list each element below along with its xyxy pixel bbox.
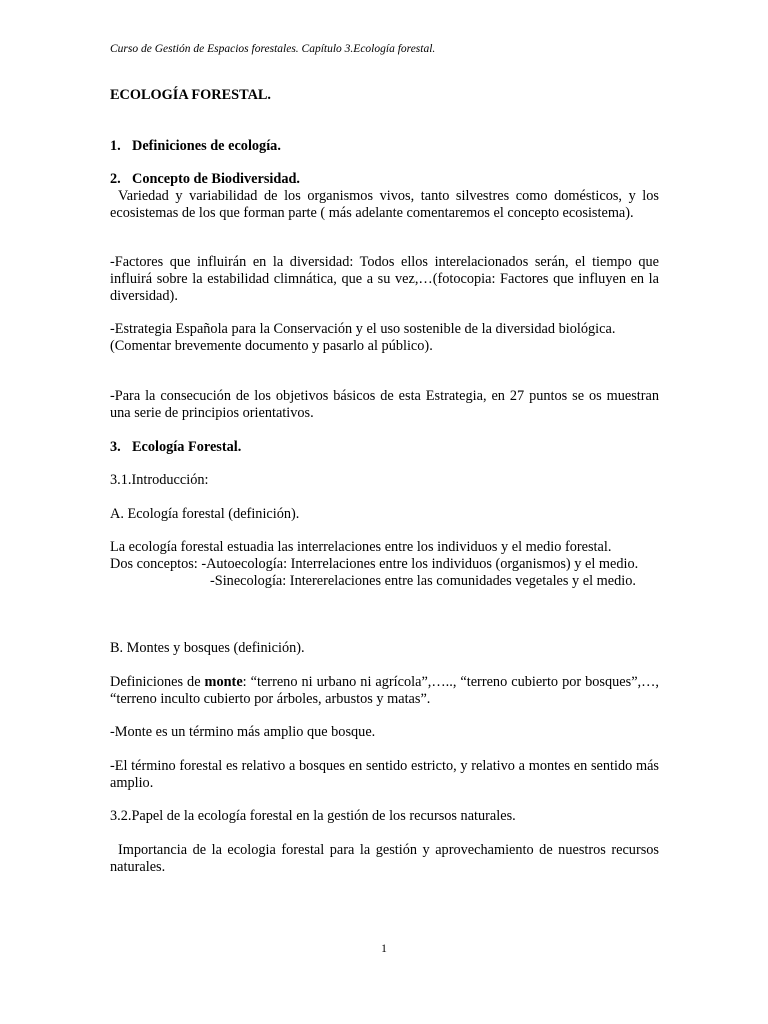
monte-vs-bosque-paragraph: -Monte es un término más amplio que bosque. <box>110 724 376 740</box>
forest-ecology-line: La ecología forestal estuadia las interrelaciones entre los individuos y el medio forestal. <box>110 539 612 555</box>
subsection-a-heading: A. Ecología forestal (definición). <box>110 506 300 522</box>
section-3-number: 3. <box>110 439 121 455</box>
section-3-heading <box>110 439 659 456</box>
strategy-line: -Estrategia Española para la Conservación y el uso sostenible de la diversidad biológica. <box>110 321 616 337</box>
section-3-title: Ecología Forestal. <box>132 439 242 455</box>
diversity-factors-paragraph: -Factores que influirán en la diversidad: Todos ellos interelacionados serán, el tiempo que influirá sobre la estabilidad climnática, que a su vez,…(fotocopia: Factores que influyen en la diversidad). <box>110 254 659 304</box>
monte-definitions-prefix: Definiciones de <box>110 674 205 690</box>
forestal-term-paragraph: -El término forestal es relativo a bosques en sentido estricto, y relativo a montes en sentido más amplio. <box>110 758 659 791</box>
autoecology-line: Dos conceptos: -Autoecología: Interrelaciones entre los individuos (organismos) y el medio. <box>110 555 639 572</box>
strategy-paragraph <box>110 321 659 355</box>
section-1-heading <box>110 138 659 155</box>
page-number: 1 <box>381 943 387 955</box>
section-2-number: 2. <box>110 171 121 187</box>
importance-text: Importancia de la ecologia forestal para la gestión y aprovechamiento de nuestros recursos naturales. <box>110 842 659 875</box>
importance-paragraph <box>110 842 659 876</box>
monte-term: monte <box>204 674 243 690</box>
section-2-title: Concepto de Biodiversidad. <box>132 171 301 187</box>
forest-ecology-definition <box>110 539 659 589</box>
monte-definitions-paragraph <box>110 674 659 708</box>
subsection-b-heading: B. Montes y bosques (definición). <box>110 640 305 656</box>
synecology-line: -Sinecología: Intererelaciones entre las comunidades vegetales y el medio. <box>210 572 636 589</box>
subsection-3-2-heading: 3.2.Papel de la ecología forestal en la gestión de los recursos naturales. <box>110 808 516 824</box>
running-header: Curso de Gestión de Espacios forestales. Capítulo 3.Ecología forestal. <box>110 43 436 55</box>
strategy-comment: (Comentar brevemente documento y pasarlo al público). <box>110 337 433 354</box>
document-title: ECOLOGÍA FORESTAL. <box>110 87 272 103</box>
section-1-title: Definiciones de ecología. <box>132 138 281 154</box>
subsection-3-1-heading: 3.1.Introducción: <box>110 472 209 488</box>
monte-definitions-text: : “terreno ni urbano ni agrícola”,….., “terreno cubierto por bosques”,…, “terreno inculto cubierto por árboles, arbustos y matas”. <box>110 674 659 707</box>
biodiversity-definition: Variedad y variabilidad de los organismos vivos, tanto silvestres como domésticos, y los ecosistemas de los que forman parte ( más adelante comentaremos el concepto ecosistema). <box>110 188 659 221</box>
strategy-objectives-paragraph: -Para la consecución de los objetivos básicos de esta Estrategia, en 27 puntos se os muestran una serie de principios orientativos. <box>110 388 659 421</box>
section-1-number: 1. <box>110 138 121 154</box>
section-2-heading <box>110 171 659 188</box>
